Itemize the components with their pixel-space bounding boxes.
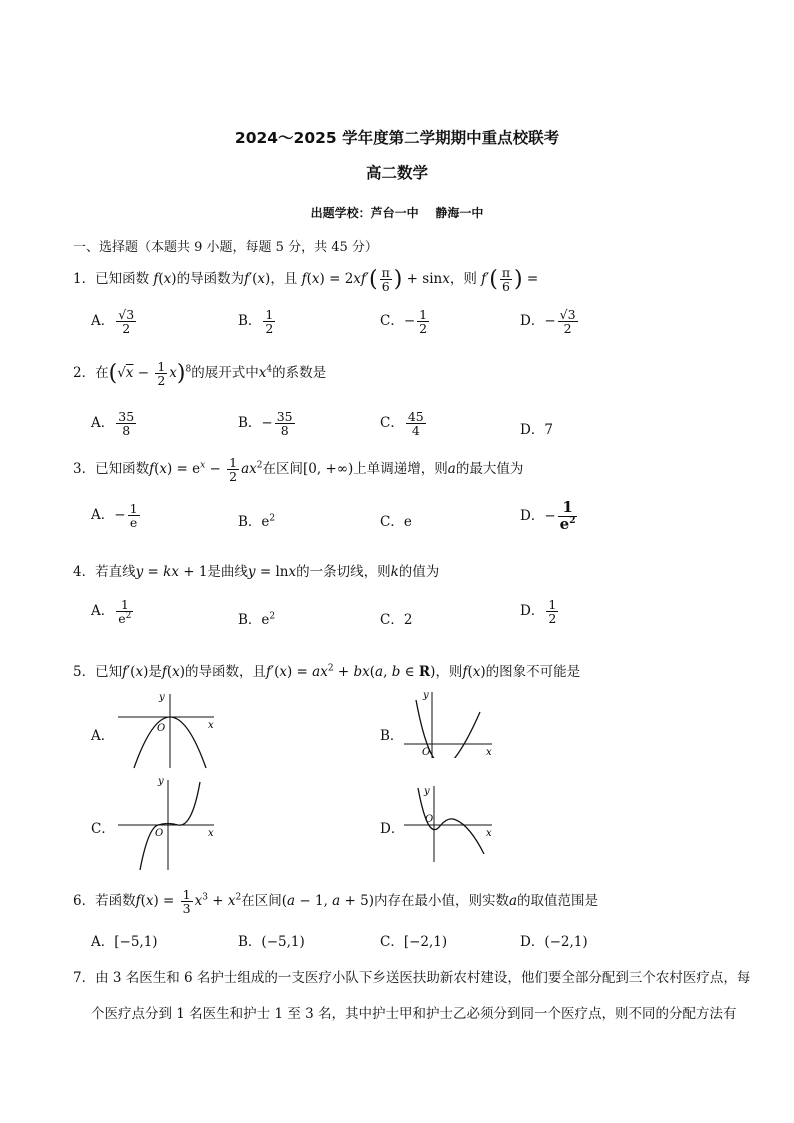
graph-a	[114, 688, 234, 770]
question-4: 4．若直线y = kx + 1是曲线y = lnx的一条切线，则k的值为	[73, 564, 440, 580]
q1-option-b[interactable]: B． $\frac{1}{2}$	[238, 307, 274, 337]
q3-option-a[interactable]: A．− $\frac{1}{e}$	[91, 501, 138, 531]
q1-option-d[interactable]: D．− $\frac{√3}{2}$	[520, 307, 576, 337]
q4-option-d[interactable]: D． $\frac{1}{2}$	[520, 597, 557, 627]
graph-a-origin-label: O	[157, 723, 166, 734]
q1-option-a[interactable]: A． $\frac{√3}{2}$	[91, 307, 135, 337]
question-5: 5．已知f′(x)是f(x)的导函数，且$f'(x) = ax^2 + bx(a$, b ∈ R)，则f(x)的图象不可能是	[73, 663, 581, 680]
question-7-line-2: 个医疗点分到 1 名医生和护士 1 至 3 名，其中护士甲和护士乙必须分到同一个医疗点，则不同的分配方法有	[91, 1006, 737, 1022]
q4-option-c[interactable]: C．2	[380, 612, 413, 628]
graph-d-x-label: x	[486, 828, 492, 839]
graph-b-y-label: y	[423, 690, 429, 701]
q6-option-d[interactable]: D．(−2,1)	[520, 934, 588, 950]
exam-title: 2024～2025 学年度第二学期期中重点校联考	[234, 129, 560, 147]
q3-option-c[interactable]: C．e	[380, 514, 412, 530]
graph-c-x-label: x	[208, 828, 214, 839]
graph-b-origin-label: O	[422, 747, 431, 758]
q6-option-a[interactable]: A．[−5,1)	[91, 934, 158, 950]
question-2: 2．在(√x − $\frac{1}{2}$ x)$^8$的展开式中$x^4$的系数是	[73, 359, 327, 389]
graph-b	[400, 686, 500, 758]
q4-option-a[interactable]: A． $\frac{1}{e^2}$	[91, 597, 132, 627]
graph-a-x-label: x	[208, 720, 214, 731]
q5-option-b[interactable]: B．	[380, 728, 404, 744]
graph-c-origin-label: O	[155, 828, 164, 839]
q2-option-a[interactable]: A． $\frac{35}{8}$	[91, 409, 135, 439]
section-heading: 一、选择题（本题共 9 小题，每题 5 分，共 45 分）	[73, 240, 378, 255]
graph-d-y-label: y	[424, 786, 430, 797]
exam-schools: 出题学校：芦台一中 静海一中	[310, 206, 484, 220]
question-7-line-1: 7．由 3 名医生和 6 名护士组成的一支医疗小队下乡送医扶助新农村建设，他们要全部分配到三个农村医疗点，每	[73, 970, 751, 986]
q3-option-d[interactable]: D．− $\frac{1}{e^2}$	[520, 498, 576, 533]
q1-option-c[interactable]: C．− $\frac{1}{2}$	[380, 307, 428, 337]
graph-a-y-label: y	[159, 692, 165, 703]
exam-subject: 高二数学	[365, 164, 428, 182]
question-1: 1．已知函数 f(x)的导函数为f′(x)，且 f(x) = 2xf′( $\frac{\pi}{6}$ ) + sinx，则 f′( $\frac{\pi}{6}$ ) =	[73, 265, 539, 295]
graph-d-origin-label: O	[425, 814, 434, 825]
graph-c-y-label: y	[158, 776, 164, 787]
q2-option-d[interactable]: D．7	[520, 422, 553, 438]
q6-option-b[interactable]: B．(−5,1)	[238, 934, 305, 950]
graph-d	[400, 782, 510, 862]
question-6: 6．若函数f(x) = $\frac{1}{3}$ $x^3 + x^2$在区间(a − 1, a + 5)内存在最小值，则实数a的取值范围是	[73, 887, 599, 917]
q6-option-c[interactable]: C．[−2,1)	[380, 934, 448, 950]
q5-option-c[interactable]: C．	[91, 821, 115, 837]
q4-option-b[interactable]: B．$e^2$	[238, 611, 276, 628]
q5-option-a[interactable]: A．	[91, 728, 115, 744]
graph-b-x-label: x	[486, 747, 492, 758]
q2-option-c[interactable]: C． $\frac{45}{4}$	[380, 409, 424, 439]
q2-option-b[interactable]: B．− $\frac{35}{8}$	[238, 409, 293, 439]
question-3: 3．已知函数$f(x) = e^x$ − $\frac{1}{2}$ $ax^2$在区间[0, +∞)上单调递增，则a的最大值为	[73, 455, 524, 485]
graph-c	[114, 772, 234, 872]
q5-option-d[interactable]: D．	[380, 821, 405, 837]
q3-option-b[interactable]: B．$e^2$	[238, 513, 276, 530]
